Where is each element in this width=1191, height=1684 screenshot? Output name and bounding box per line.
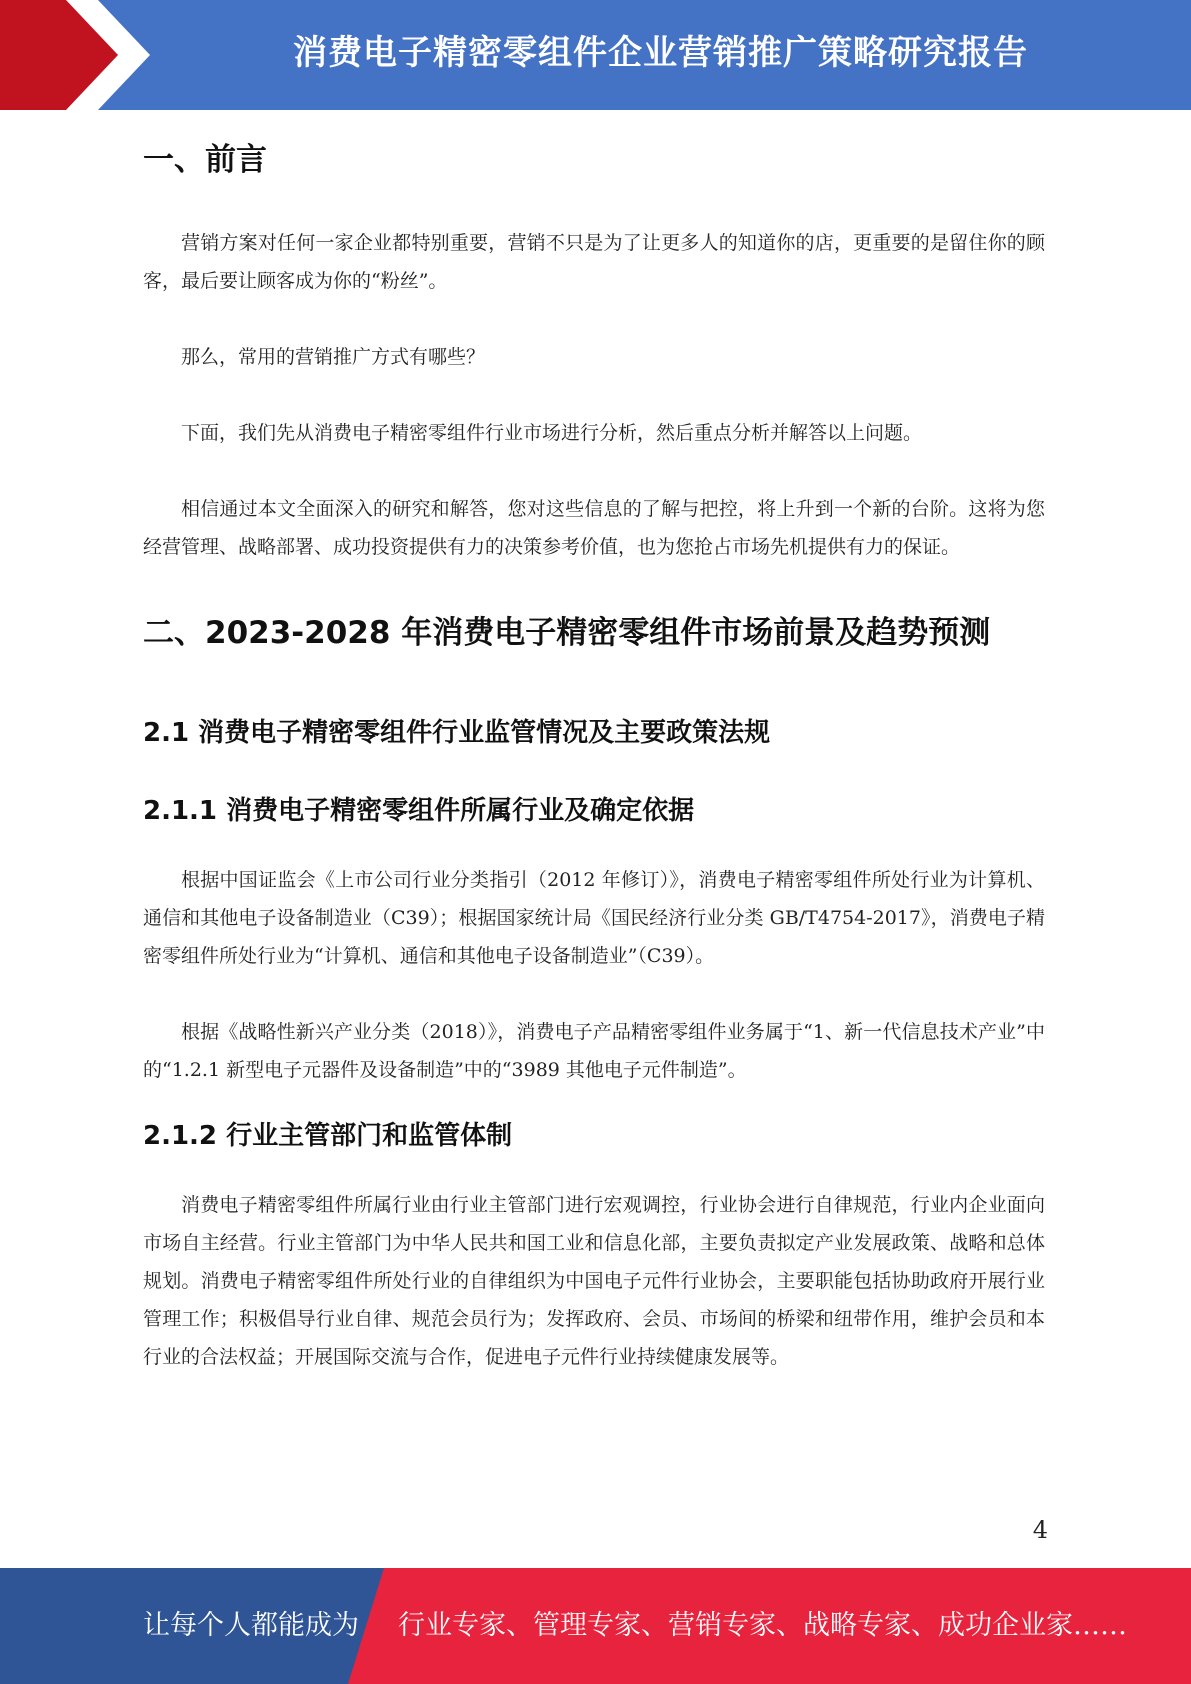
paragraph: 那么，常用的营销推广方式有哪些？ — [181, 346, 486, 368]
section-heading-preface: 一、前言 — [143, 142, 267, 178]
subsection-heading-2-1: 2.1 消费电子精密零组件行业监管情况及主要政策法规 — [143, 718, 771, 748]
footer-slogan-right: 行业专家、管理专家、营销专家、战略专家、成功企业家…… — [398, 1610, 1127, 1641]
paragraph: 根据《战略性新兴产业分类（2018）》，消费电子产品精密零组件业务属于“1、新一代信息技术产业”中的“1.2.1 新型电子元器件及设备制造”中的“3989 其他电子元件制造”。 — [143, 1021, 1045, 1081]
report-title: 消费电子精密零组件企业营销推广策略研究报告 — [293, 33, 1028, 73]
paragraph: 相信通过本文全面深入的研究和解答，您对这些信息的了解与把控，将上升到一个新的台阶。这将为您经营管理、战略部署、成功投资提供有力的决策参考价值，也为您抢占市场先机提供有力的保证。 — [143, 498, 1045, 558]
paragraph: 根据中国证监会《上市公司行业分类指引（2012 年修订）》，消费电子精密零组件所处行业为计算机、通信和其他电子设备制造业（C39）；根据国家统计局《国民经济行业分类 GB/T4754-2017》，消费电子精密零组件所处行业为“计算机、通信和其他电子设备制造业”（C39）。 — [143, 869, 1045, 967]
paragraph: 营销方案对任何一家企业都特别重要，营销不只是为了让更多人的知道你的店，更重要的是留住你的顾客，最后要让顾客成为你的“粉丝”。 — [143, 232, 1045, 292]
paragraph: 消费电子精密零组件所属行业由行业主管部门进行宏观调控，行业协会进行自律规范，行业内企业面向市场自主经营。行业主管部门为中华人民共和国工业和信息化部，主要负责拟定产业发展政策、战略和总体规划。消费电子精密零组件所处行业的自律组织为中国电子元件行业协会，主要职能包括协助政府开展行业管理工作；积极倡导行业自律、规范会员行为；发挥政府、会员、市场间的桥梁和纽带作用，维护会员和本行业的合法权益；开展国际交流与合作，促进电子元件行业持续健康发展等。 — [143, 1194, 1045, 1368]
page-header — [0, 0, 1191, 110]
paragraph: 下面，我们先从消费电子精密零组件行业市场进行分析，然后重点分析并解答以上问题。 — [181, 422, 923, 444]
subsection-heading-2-1-2: 2.1.2 行业主管部门和监管体制 — [143, 1121, 513, 1151]
page-footer — [0, 1568, 1191, 1684]
page-number: 4 — [1032, 1516, 1048, 1544]
footer-slogan-left: 让每个人都能成为 — [143, 1610, 359, 1641]
page-content — [143, 110, 1045, 1376]
subsection-heading-2-1-1: 2.1.1 消费电子精密零组件所属行业及确定依据 — [143, 796, 695, 826]
header-arrow-decoration — [0, 0, 160, 110]
section-heading-forecast: 二、2023-2028 年消费电子精密零组件市场前景及趋势预测 — [143, 615, 991, 651]
